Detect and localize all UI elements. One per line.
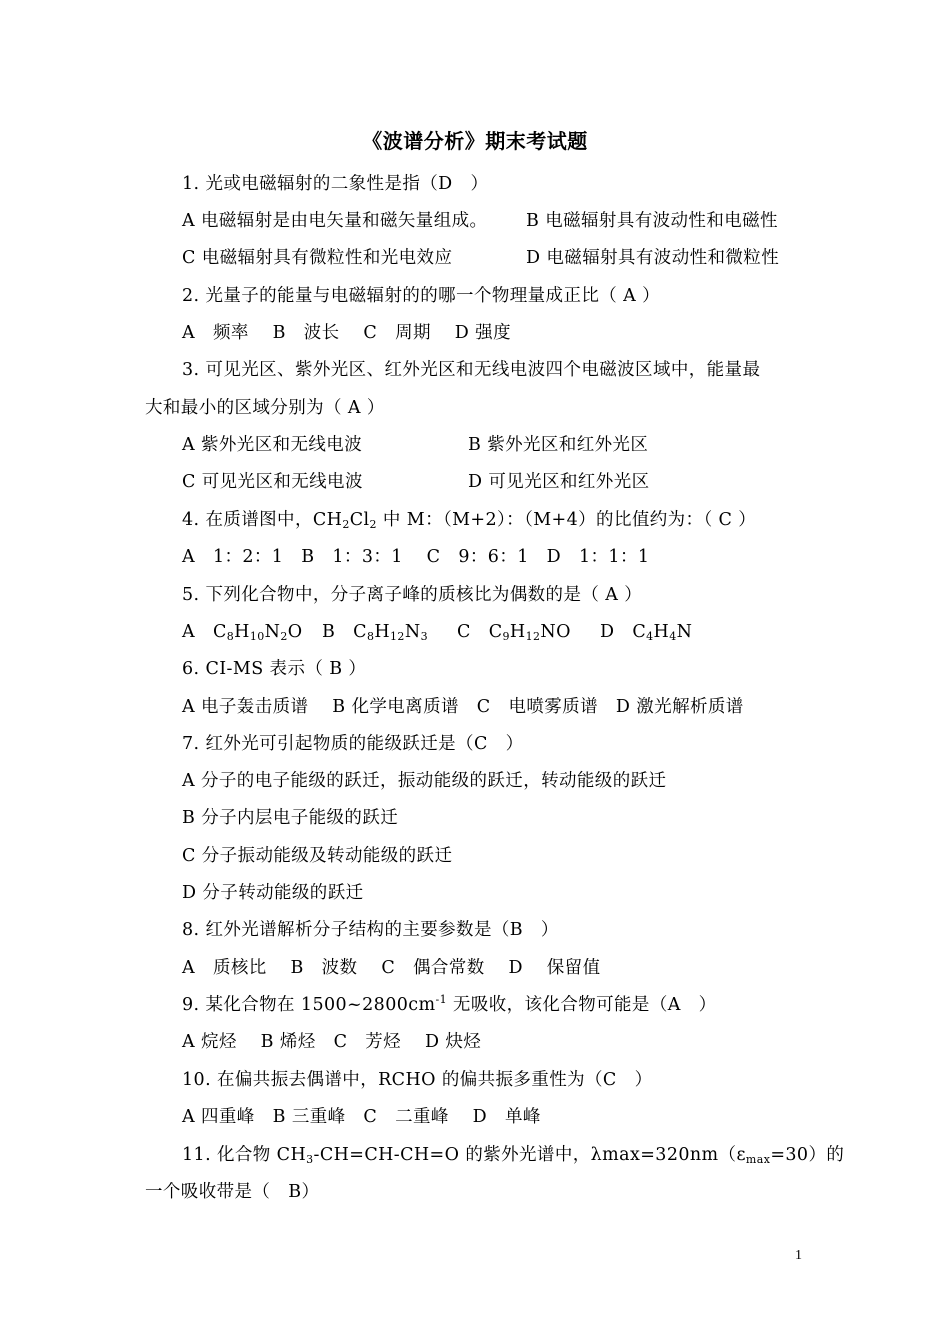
question-9-options: A 烷烃 B 烯烃 C 芳烃 D 炔烃 — [182, 1032, 482, 1052]
question-2-stem: 2. 光量子的能量与电磁辐射的的哪一个物理量成正比（ A ） — [182, 286, 661, 306]
question-4-stem: 4. 在质谱图中，$CH_2Cl_2$ 中 M：（M+2）：（M+4）的比值约为：（ C ） — [182, 510, 757, 531]
question-5-option-c: C $C_9H_{12}NO$ — [457, 622, 571, 643]
question-1-option-b: B 电磁辐射具有波动性和电磁性 — [526, 211, 778, 231]
question-1-option-d: D 电磁辐射具有波动性和微粒性 — [526, 248, 780, 268]
question-5-option-b: B $C_8H_{12}N_3$ — [322, 622, 428, 643]
question-7-stem: 7. 红外光可引起物质的能级跃迁是（C ） — [182, 734, 524, 754]
question-11-stem-line2: 一个吸收带是（ B） — [145, 1182, 320, 1202]
question-1-stem: 1. 光或电磁辐射的二象性是指（D ） — [182, 174, 489, 194]
question-7-option-d: D 分子转动能级的跃迁 — [182, 883, 364, 903]
question-6-stem: 6. CI-MS 表示（ B ） — [182, 659, 367, 679]
question-5-option-a: A $C_8H_{10}N_2O$ — [182, 622, 303, 643]
question-3-stem-line1: 3. 可见光区、紫外光区、红外光区和无线电波四个电磁波区域中，能量最 — [182, 360, 761, 380]
question-5-option-d: D $C_4H_4N$ — [600, 622, 693, 643]
page-title: 《波谱分析》期末考试题 — [362, 129, 588, 153]
question-7-option-a: A 分子的电子能级的跃迁，振动能级的跃迁，转动能级的跃迁 — [182, 771, 667, 791]
question-5-stem: 5. 下列化合物中，分子离子峰的质核比为偶数的是（ A ） — [182, 585, 643, 605]
question-3-option-b: B 紫外光区和红外光区 — [468, 435, 649, 455]
question-7-option-b: B 分子内层电子能级的跃迁 — [182, 808, 399, 828]
question-3-option-a: A 紫外光区和无线电波 — [182, 435, 363, 455]
question-2-options: A 频率 B 波长 C 周期 D 强度 — [182, 323, 511, 343]
question-3-option-d: D 可见光区和红外光区 — [468, 472, 650, 492]
question-6-options: A 电子轰击质谱 B 化学电离质谱 C 电喷雾质谱 D 激光解析质谱 — [182, 697, 744, 717]
question-7-option-c: C 分子振动能级及转动能级的跃迁 — [182, 846, 453, 866]
question-8-options: A 质核比 B 波数 C 偶合常数 D 保留值 — [182, 958, 601, 978]
question-3-option-c: C 可见光区和无线电波 — [182, 472, 363, 492]
question-3-stem-line2: 大和最小的区域分别为（ A ） — [145, 398, 385, 418]
question-9-stem: 9. 某化合物在 $1500\sim 2800cm^{-1}$ 无吸收，该化合物可能是（A ） — [182, 993, 717, 1015]
question-11-stem-line1: 11. 化合物 $CH_3-CH=CH-CH=O$ 的紫外光谱中，$\lambda\max=320nm(\varepsilon_{max}=30)$的 — [182, 1145, 845, 1166]
page-number: 1 — [795, 1248, 802, 1263]
question-4-options: A 1：2：1 B 1：3：1 C 9：6：1 D 1：1：1 — [182, 547, 650, 567]
question-1-option-c: C 电磁辐射具有微粒性和光电效应 — [182, 248, 453, 268]
question-10-options: A 四重峰 B 三重峰 C 二重峰 D 单峰 — [182, 1107, 541, 1127]
question-8-stem: 8. 红外光谱解析分子结构的主要参数是（B ） — [182, 920, 559, 940]
question-10-stem: 10. 在偏共振去偶谱中，RCHO 的偏共振多重性为（C ） — [182, 1070, 653, 1090]
question-1-option-a: A 电磁辐射是由电矢量和磁矢量组成。 — [182, 211, 488, 231]
